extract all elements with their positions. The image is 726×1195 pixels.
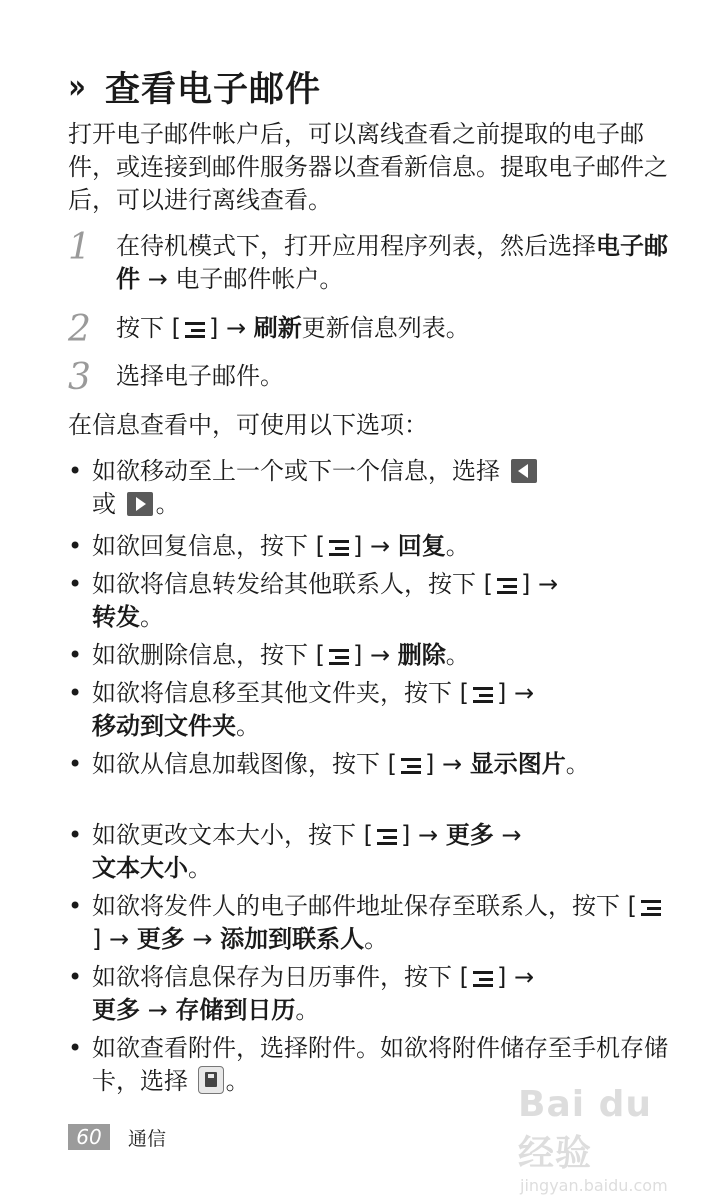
step-text: 按下 [ (116, 314, 181, 342)
footer-section-name: 通信 (128, 1127, 167, 1150)
item-text: ] → (353, 532, 398, 560)
item-text: ] → (497, 963, 535, 991)
step-number: 3 (68, 357, 91, 398)
section-heading (66, 62, 321, 112)
bullet-dot: • (68, 457, 83, 485)
list-item (68, 677, 668, 743)
item-emphasis: 添加到联系人 (220, 925, 365, 953)
item-emphasis: 显示图片 (469, 750, 566, 778)
item-text: → (140, 996, 176, 1024)
menu-key-icon (470, 686, 496, 704)
bullet-dot: • (68, 679, 83, 707)
page-footer (68, 1123, 166, 1151)
item-text: 如欲删除信息，按下 [ (92, 641, 325, 669)
section-title: 查看电子邮件 (104, 70, 321, 110)
item-emphasis: 更多 (92, 996, 140, 1024)
bullet-dot: • (68, 532, 83, 560)
item-text: ] → (353, 641, 398, 669)
step-item (68, 227, 668, 302)
item-emphasis: 回复 (397, 532, 446, 560)
watermark-logo: Bai du 经验 (518, 1084, 653, 1174)
item-emphasis: 转发 (92, 603, 140, 631)
bullet-dot: • (68, 641, 83, 669)
item-text: 。 (295, 996, 320, 1024)
item-text: 如欲更改文本大小，按下 [ (92, 821, 373, 849)
item-text: ] → (521, 570, 559, 598)
item-text: 如欲回复信息，按下 [ (92, 532, 325, 560)
options-lead: 在信息查看中，可使用以下选项： (68, 411, 428, 439)
list-item (68, 530, 668, 563)
item-text: 如欲将发件人的电子邮件地址保存至联系人，按下 [ (92, 892, 637, 920)
menu-key-icon (398, 757, 424, 775)
item-text: 。 (565, 750, 590, 778)
menu-key-icon (374, 828, 400, 846)
step-emphasis: 电子邮件 (116, 232, 668, 293)
menu-key-icon (470, 970, 496, 988)
list-item (68, 961, 668, 1027)
menu-key-icon (326, 648, 352, 666)
menu-key-icon (326, 539, 352, 557)
item-text: → (184, 925, 221, 953)
item-emphasis: 移动到文件夹 (92, 712, 236, 740)
step-text: 在待机模式下，打开应用程序列表，然后选择 (116, 232, 596, 260)
item-text: 。 (364, 925, 389, 953)
item-text: 。 (155, 490, 180, 518)
item-emphasis: 更多 (136, 925, 185, 953)
item-emphasis: 存储到日历 (175, 996, 296, 1024)
step-text: → 电子邮件帐户。 (140, 265, 344, 293)
page-number: 60 (68, 1124, 110, 1150)
bullet-dot: • (68, 750, 83, 778)
list-item (68, 455, 668, 525)
watermark-url: jingyan.baidu.com (520, 1176, 668, 1195)
step-text: 选择电子邮件。 (116, 362, 284, 390)
bullet-dot: • (68, 570, 83, 598)
chevron-icon: » (68, 67, 87, 107)
item-text: 。 (445, 532, 470, 560)
step-item (68, 357, 668, 398)
list-item (68, 639, 668, 672)
item-text: 。 (445, 641, 470, 669)
item-text: ] → (92, 925, 137, 953)
step-emphasis: 刷新 (253, 314, 302, 342)
step-number: 1 (68, 227, 91, 268)
bullet-dot: • (68, 963, 83, 991)
list-item (68, 890, 668, 956)
step-item (68, 309, 668, 350)
item-emphasis: 更多 (445, 821, 494, 849)
item-text: → (493, 821, 522, 849)
intro-paragraph: 打开电子邮件帐户后，可以离线查看之前提取的电子邮件，或连接到邮件服务器以查看新信息。提取电子邮件之后，可以进行离线查看。 (68, 120, 668, 214)
item-text: 如欲移动至上一个或下一个信息，选择 (92, 457, 508, 485)
bullet-dot: • (68, 892, 83, 920)
list-item (68, 819, 668, 885)
item-emphasis: 文本大小 (92, 854, 188, 882)
next-arrow-icon (127, 492, 153, 516)
bullet-dot: • (68, 821, 83, 849)
step-list (68, 227, 668, 398)
item-text: 。 (188, 854, 212, 882)
item-text: ] → (497, 679, 535, 707)
menu-key-icon (494, 577, 520, 595)
item-text: 。 (225, 1067, 250, 1095)
save-to-card-icon (198, 1066, 224, 1094)
step-text: ] → (209, 314, 254, 342)
list-item (68, 748, 668, 814)
item-text: ] → (425, 750, 470, 778)
bullet-dot: • (68, 1034, 83, 1062)
option-list (68, 455, 668, 1103)
item-text: 。 (140, 603, 164, 631)
step-text: 更新信息列表。 (301, 314, 470, 342)
item-text: 如欲将信息移至其他文件夹，按下 [ (92, 679, 469, 707)
watermark (518, 1084, 688, 1195)
item-text: 如欲从信息加载图像，按下 [ (92, 750, 397, 778)
step-number: 2 (68, 309, 91, 350)
previous-arrow-icon (511, 459, 537, 483)
item-text: 如欲将信息保存为日历事件，按下 [ (92, 963, 469, 991)
item-text: 如欲将信息转发给其他联系人，按下 [ (92, 570, 493, 598)
menu-key-icon (182, 321, 208, 339)
item-text: 。 (236, 712, 260, 740)
menu-key-icon (638, 899, 664, 917)
item-emphasis: 删除 (397, 641, 446, 669)
list-item (68, 568, 668, 634)
item-text: 如欲查看附件，选择附件。如欲将附件储存至手机存储卡，选择 (92, 1034, 668, 1095)
item-text: ] → (401, 821, 446, 849)
item-text: 或 (92, 490, 124, 518)
